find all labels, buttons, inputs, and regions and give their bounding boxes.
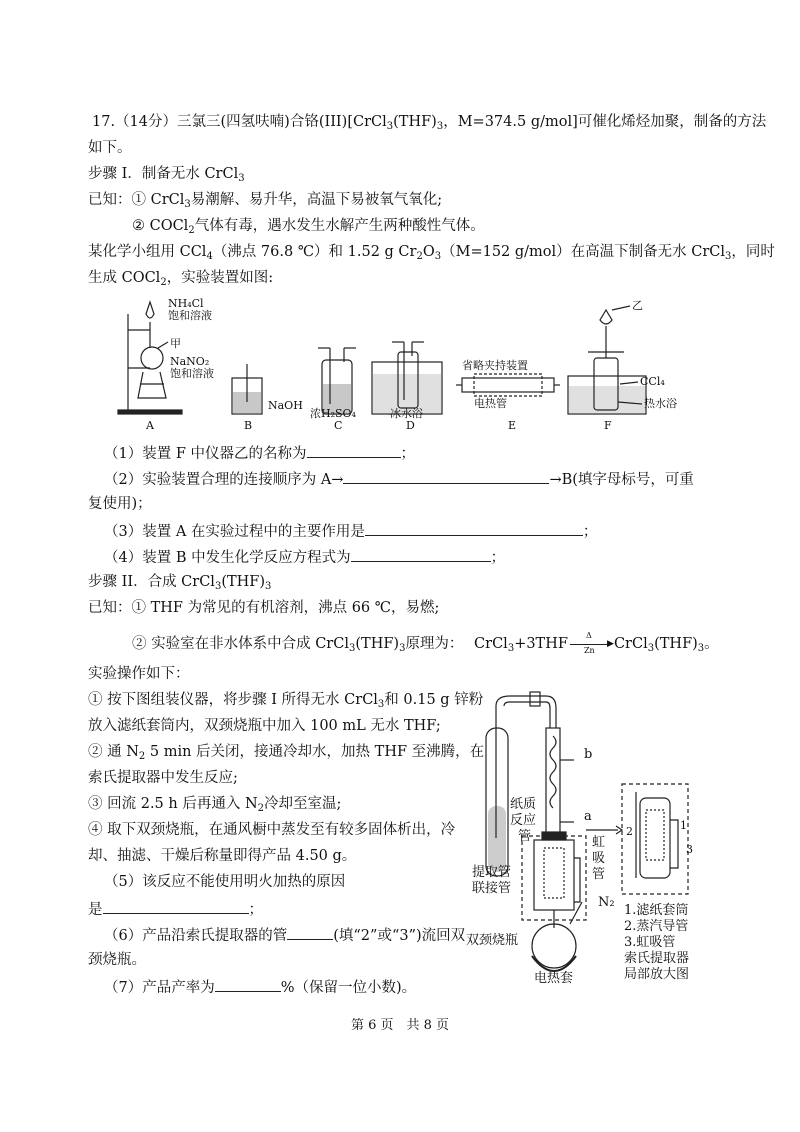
zoom-num-1: 1 bbox=[680, 819, 687, 832]
soxhlet-label-flask: 双颈烧瓶 bbox=[466, 933, 519, 948]
step2-known2: ② 实验室在非水体系中合成 $CrCl_3(THF)_3$原理为： CrCl$_3$+3THF Δ ▶ Zn $CrCl_3(THF)_3$。 bbox=[132, 631, 719, 655]
zoom-legend-5: 局部放大图 bbox=[624, 967, 690, 982]
answer-blank-q4[interactable] bbox=[351, 546, 491, 562]
step2-known1: 已知：① THF 为常见的有机溶剂，沸点 66 ℃，易燃; bbox=[88, 600, 440, 616]
apparatus-a-jia: 甲 bbox=[170, 337, 181, 350]
answer-blank-q2[interactable] bbox=[343, 468, 549, 484]
q7: （7）产品产率为 %（保留一位小数)。 bbox=[104, 976, 416, 998]
soxhlet-label-paper3: 管 bbox=[518, 829, 532, 844]
op4-line2: 却、抽滤、干燥后称量即得产品 4.50 g。 bbox=[88, 848, 357, 864]
soxhlet-label-paper2: 反应 bbox=[510, 813, 537, 828]
operations-title: 实验操作如下： bbox=[88, 666, 190, 682]
q6-line1: （6）产品沿索氏提取器的管 (填“2”或“3”)流回双 bbox=[104, 924, 465, 946]
apparatus-f-ccl4: CCl₄ bbox=[640, 375, 665, 388]
apparatus-f-yi: 乙 bbox=[632, 299, 643, 312]
step1-known2: ② COCl$_2$气体有毒，遇水发生水解产生两种酸性气体。 bbox=[132, 218, 485, 236]
apparatus-letter-a: A bbox=[146, 419, 154, 432]
q5-line1: （5）该反应不能使用明火加热的原因 bbox=[104, 874, 346, 890]
apparatus-c-reagent: 浓H₂SO₄ bbox=[310, 407, 356, 420]
soxhlet-label-connect: 联接管 bbox=[472, 881, 512, 896]
page-footer: 第 6 页 共 8 页 bbox=[350, 1018, 450, 1033]
answer-blank-q5[interactable] bbox=[103, 898, 249, 914]
step2-title: 步骤 II．合成 $CrCl_3(THF)_3$ bbox=[88, 574, 272, 592]
answer-blank-q3[interactable] bbox=[365, 520, 583, 536]
zoom-legend-2: 2.蒸汽导管 bbox=[624, 919, 689, 934]
q4: （4）装置 B 中发生化学反应方程式为 ； bbox=[104, 546, 505, 568]
step1-title: 步骤 I．制备无水 CrCl$_3$ bbox=[88, 166, 245, 184]
zoom-legend-4: 索氏提取器 bbox=[624, 951, 690, 966]
apparatus-a-label1: NH₄Cl bbox=[168, 297, 204, 310]
q5-line2: 是 ； bbox=[88, 898, 263, 920]
reaction-equation: CrCl$_3$+3THF Δ ▶ Zn $CrCl_3(THF)_3$。 bbox=[474, 631, 719, 655]
question-intro-line2: 如下。 bbox=[88, 140, 132, 156]
apparatus-letter-e: E bbox=[508, 419, 517, 432]
apparatus-letter-b: B bbox=[244, 419, 253, 432]
apparatus-letter-f: F bbox=[604, 419, 612, 432]
soxhlet-label-b: b bbox=[584, 747, 593, 762]
q3: （3）装置 A 在实验过程中的主要作用是 ； bbox=[104, 520, 597, 542]
apparatus-e-top: 省略夹持装置 bbox=[462, 359, 528, 372]
step1-known1: 已知：① CrCl$_3$易潮解、易升华，高温下易被氧气氧化; bbox=[88, 192, 443, 210]
soxhlet-label-extract: 提取管 bbox=[472, 865, 512, 880]
soxhlet-label-siphon1: 虹 bbox=[592, 835, 606, 850]
apparatus-a-label3: NaNO₂ bbox=[170, 355, 210, 368]
apparatus-letter-c: C bbox=[334, 419, 343, 432]
q2-line2: 复使用)； bbox=[88, 496, 152, 512]
zoom-legend-1: 1.滤纸套筒 bbox=[624, 903, 689, 918]
apparatus-e-bottom: 电热管 bbox=[474, 397, 507, 410]
op1-line2: 放入滤纸套筒内，双颈烧瓶中加入 100 mL 无水 THF; bbox=[88, 718, 441, 734]
answer-blank-q1[interactable] bbox=[307, 442, 401, 458]
question-intro-line1: 17.（14分）三氯三(四氢呋喃)合铬$(III)[CrCl_3(THF)_3$，M=374.5 g/mol]可催化烯烃加聚，制备的方法 bbox=[92, 114, 767, 132]
step1-experiment-line1: 某化学小组用 CCl$_4$（沸点 76.8 ℃）和 1.52 g $Cr_2O_3(M=152$ g/mol）在高温下制备无水 CrCl$_3$，同时 bbox=[88, 244, 775, 262]
op3: ③ 回流 2.5 h 后再通入 $N_2$冷却至室温; bbox=[88, 796, 342, 814]
soxhlet-label-n2: N₂ bbox=[598, 895, 615, 910]
zoom-num-3: 3 bbox=[686, 843, 693, 856]
apparatus-d-reagent: 冰水浴 bbox=[390, 407, 423, 420]
apparatus-b-reagent: NaOH bbox=[268, 399, 303, 412]
q2-line1: （2）实验装置合理的连接顺序为 A→ →B(填字母标号，可重 bbox=[104, 468, 694, 490]
op1-line1: ① 按下图组装仪器，将步骤 I 所得无水 CrCl$_3$和 0.15 g 锌粉 bbox=[88, 692, 484, 710]
soxhlet-label-paper1: 纸质 bbox=[510, 797, 537, 812]
op4-line1: ④ 取下双颈烧瓶，在通风橱中蒸发至有较多固体析出，冷 bbox=[88, 822, 456, 838]
soxhlet-label-a: a bbox=[584, 809, 592, 824]
op2-line1: ② 通 $N_2$ 5 min 后关闭，接通冷却水，加热 THF 至沸腾，在 bbox=[88, 744, 485, 762]
zoom-legend-3: 3.虹吸管 bbox=[624, 935, 676, 950]
soxhlet-label-heater: 电热套 bbox=[534, 971, 574, 986]
step1-experiment-line2: 生成 COCl$_2$，实验装置如图: bbox=[88, 270, 274, 288]
apparatus-f-bath: 热水浴 bbox=[644, 397, 677, 410]
answer-blank-q7[interactable] bbox=[215, 976, 281, 992]
op2-line2: 索氏提取器中发生反应; bbox=[88, 770, 238, 786]
apparatus-letter-d: D bbox=[406, 419, 415, 432]
soxhlet-label-siphon3: 管 bbox=[592, 867, 606, 882]
apparatus-a-label4: 饱和溶液 bbox=[170, 367, 214, 380]
reaction-arrow: Δ ▶ Zn bbox=[568, 637, 614, 651]
zoom-num-2: 2 bbox=[626, 825, 633, 838]
apparatus-a-label2: 饱和溶液 bbox=[168, 309, 212, 322]
q6-line2: 颈烧瓶。 bbox=[88, 952, 146, 968]
soxhlet-label-siphon2: 吸 bbox=[592, 851, 606, 866]
answer-blank-q6[interactable] bbox=[287, 924, 333, 940]
q1: （1）装置 F 中仪器乙的名称为 ； bbox=[104, 442, 415, 464]
